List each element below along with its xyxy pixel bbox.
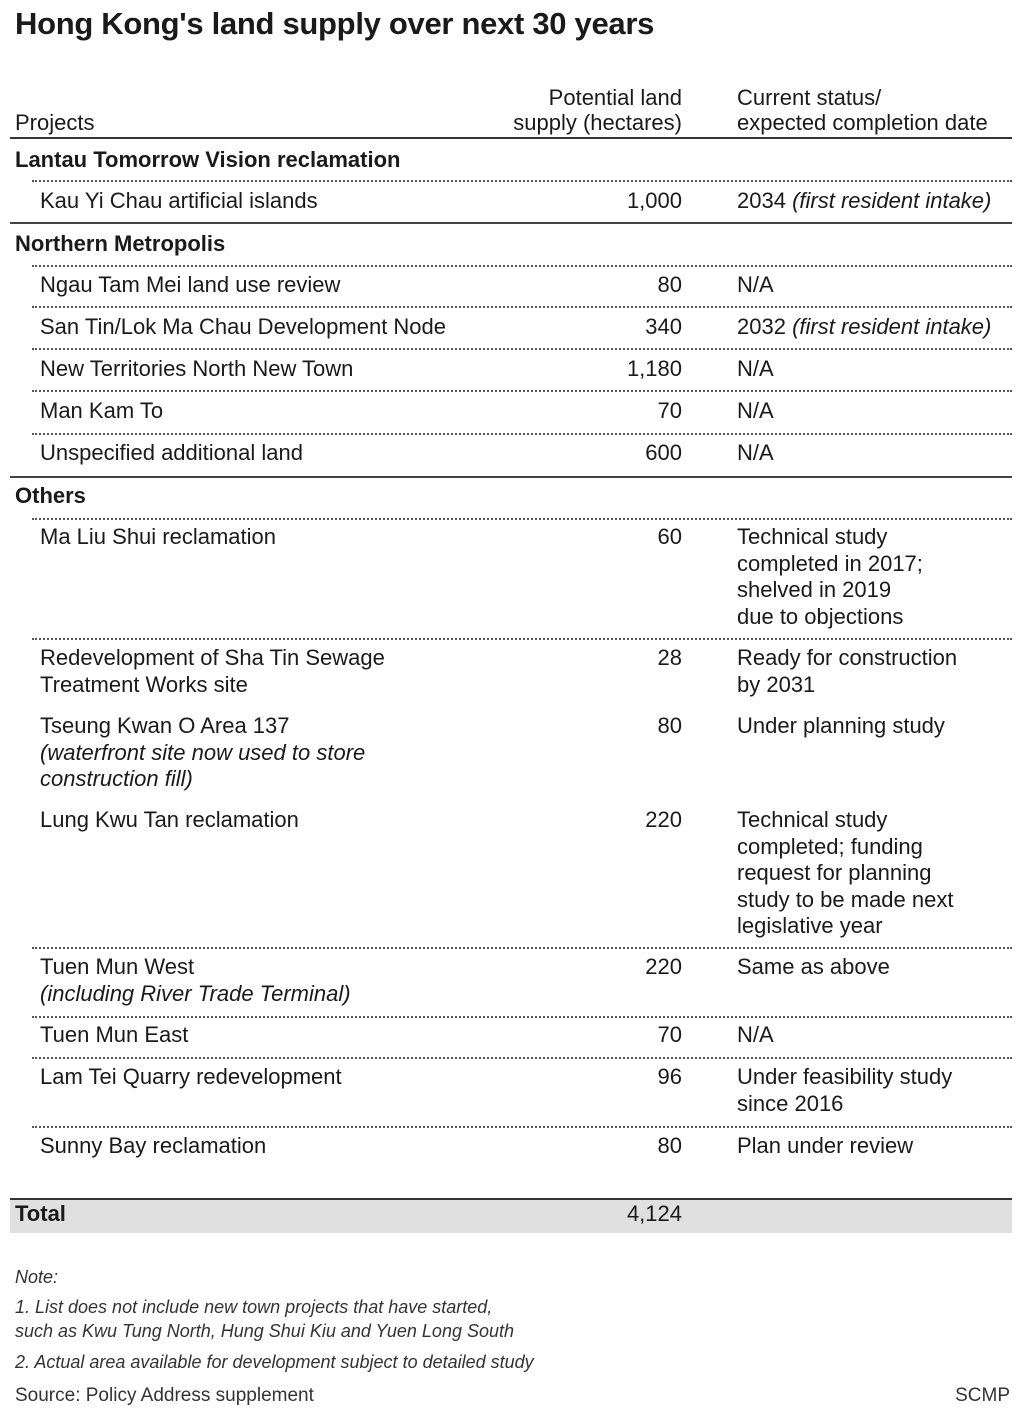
project-name: Ma Liu Shui reclamation: [40, 524, 277, 549]
row-divider: [32, 1057, 1012, 1059]
supply-value: 220: [645, 807, 682, 832]
project-note-line: (including River Trade Terminal): [40, 980, 351, 1006]
project-name: Ngau Tam Mei land use review: [40, 272, 341, 297]
total-label: Total: [15, 1201, 66, 1226]
project-name: [40, 713, 365, 793]
status-line: legislative year: [737, 913, 883, 938]
supply-value: 28: [657, 645, 682, 670]
supply-value: 60: [657, 524, 682, 549]
status-year: 2034: [737, 188, 786, 213]
status-text: N/A: [737, 398, 774, 423]
project-name: Man Kam To: [40, 398, 164, 423]
header-supply-line2: supply (hectares): [513, 110, 682, 135]
header-status: [737, 85, 988, 135]
status-text: Plan under review: [737, 1133, 914, 1158]
status-line: Technical study: [737, 524, 888, 549]
row-divider: [32, 306, 1012, 308]
row-divider: [32, 638, 1012, 640]
status-text: [737, 524, 923, 630]
project-line: Tuen Mun West: [40, 954, 195, 979]
row-divider: [32, 518, 1012, 520]
project-name: Lung Kwu Tan reclamation: [40, 807, 299, 832]
project-name: Sunny Bay reclamation: [40, 1133, 267, 1158]
note-heading: Note:: [15, 1267, 59, 1287]
supply-value: 340: [645, 314, 682, 339]
status-line: due to objections: [737, 603, 904, 629]
supply-value: 1,180: [626, 356, 682, 381]
project-line: Treatment Works site: [40, 671, 248, 697]
header-divider: [10, 137, 1012, 139]
status-text: [737, 1064, 952, 1117]
status-note: (first resident intake): [792, 188, 992, 213]
row-divider: [32, 180, 1012, 182]
project-line: Tseung Kwan O Area 137: [40, 713, 290, 738]
supply-value: 80: [657, 1133, 682, 1158]
supply-value: 220: [645, 954, 682, 979]
status-line: by 2031: [737, 671, 816, 697]
project-line: Redevelopment of Sha Tin Sewage: [40, 645, 385, 670]
row-divider: [32, 265, 1012, 267]
status-note: (first resident intake): [792, 314, 992, 339]
supply-value: 600: [645, 440, 682, 465]
row-divider: [32, 390, 1012, 392]
header-status-line1: Current status/: [737, 85, 882, 110]
section-divider: [10, 476, 1012, 478]
status-text: N/A: [737, 272, 774, 297]
status-line: Technical study: [737, 807, 888, 832]
status-line: study to be made next: [737, 886, 954, 912]
status-text: Same as above: [737, 954, 890, 979]
project-name: San Tin/Lok Ma Chau Development Node: [40, 314, 447, 339]
section-heading-northern-metropolis: Northern Metropolis: [15, 231, 226, 256]
status-text: N/A: [737, 440, 774, 465]
row-divider: [32, 433, 1012, 435]
total-value: 4,124: [626, 1201, 682, 1226]
supply-value: 80: [657, 272, 682, 297]
supply-value: 80: [657, 713, 682, 738]
header-status-line2: expected completion date: [737, 110, 988, 135]
status-text: [737, 645, 957, 698]
page-title: Hong Kong's land supply over next 30 years: [15, 6, 655, 41]
status-line: completed; funding: [737, 833, 923, 859]
status-line: shelved in 2019: [737, 577, 892, 602]
status-text: [737, 188, 991, 215]
section-heading-lantau: Lantau Tomorrow Vision reclamation: [15, 147, 401, 172]
project-note-line: construction fill): [40, 766, 193, 791]
supply-value: 70: [657, 1022, 682, 1047]
row-divider: [32, 947, 1012, 949]
status-year: 2032: [737, 314, 786, 339]
project-name: Unspecified additional land: [40, 440, 303, 465]
section-heading-others: Others: [15, 483, 86, 508]
row-divider: [32, 348, 1012, 350]
project-name: Kau Yi Chau artificial islands: [40, 188, 318, 213]
status-line: request for planning: [737, 860, 932, 885]
project-name: Tuen Mun East: [40, 1022, 189, 1047]
note-1: [15, 1295, 514, 1343]
status-text: N/A: [737, 356, 774, 381]
header-supply: [513, 85, 682, 135]
section-divider: [10, 222, 1012, 224]
note-2: 2. Actual area available for development subject to detailed study: [15, 1352, 534, 1372]
project-name: Lam Tei Quarry redevelopment: [40, 1064, 342, 1089]
row-divider: [32, 1016, 1012, 1018]
total-row: [10, 1198, 1012, 1233]
project-name: [40, 954, 351, 1007]
supply-value: 70: [657, 398, 682, 423]
status-text: [737, 314, 991, 341]
supply-value: 1,000: [626, 188, 682, 213]
note-1-line2: such as Kwu Tung North, Hung Shui Kiu and Yuen Long South: [15, 1321, 514, 1341]
status-text: N/A: [737, 1022, 774, 1047]
status-line: completed in 2017;: [737, 550, 923, 576]
supply-value: 96: [657, 1064, 682, 1089]
row-divider: [32, 1126, 1012, 1128]
project-name: New Territories North New Town: [40, 356, 354, 381]
credit-text: SCMP: [955, 1385, 1010, 1406]
status-line: Ready for construction: [737, 645, 958, 670]
status-text: [737, 807, 953, 940]
status-line: Under feasibility study: [737, 1064, 953, 1089]
header-projects: Projects: [15, 110, 95, 135]
project-name: [40, 645, 385, 698]
status-line: since 2016: [737, 1090, 844, 1116]
header-supply-line1: Potential land: [548, 85, 682, 110]
source-text: Source: Policy Address supplement: [15, 1385, 314, 1406]
status-text: Under planning study: [737, 713, 945, 738]
project-note-line: (waterfront site now used to store: [40, 739, 366, 765]
note-1-line1: 1. List does not include new town projects that have started,: [15, 1297, 493, 1317]
